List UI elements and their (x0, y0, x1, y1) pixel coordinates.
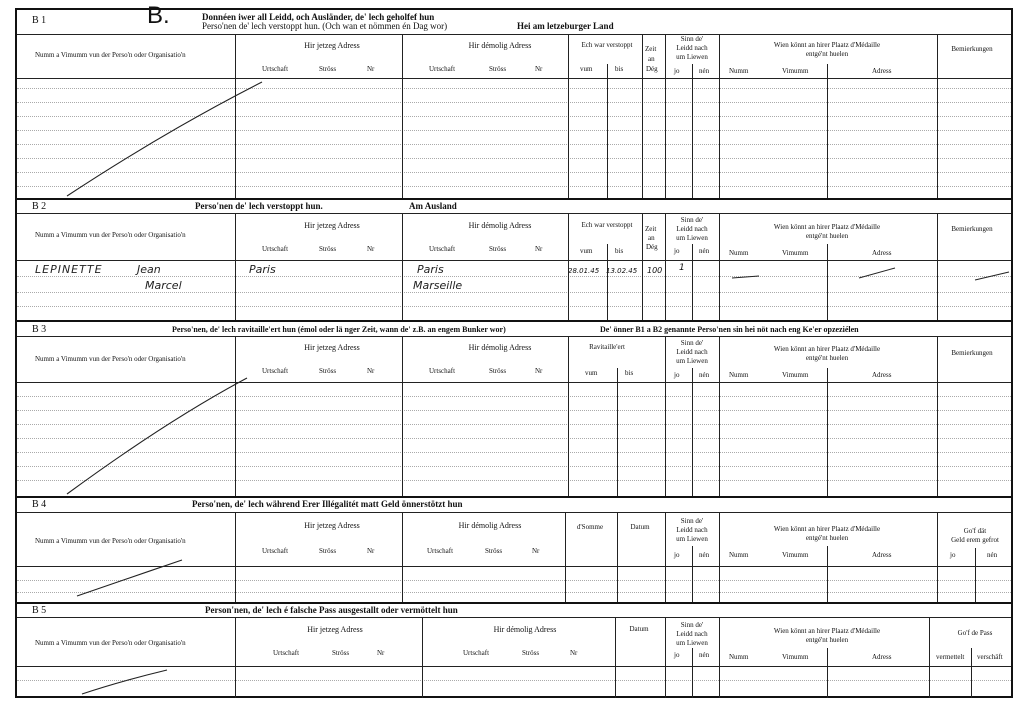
header-divider (17, 260, 1011, 261)
entry-line (17, 466, 1011, 467)
column-divider (617, 368, 618, 496)
yes-header: jo (674, 651, 680, 659)
medal-name-header: Numm (729, 249, 749, 257)
section-subtitle: Am Ausland (409, 201, 457, 211)
column-divider (235, 617, 236, 698)
date-header: Datum (630, 523, 650, 531)
medal-header-2: entgé'nt huelen (805, 354, 849, 362)
number-header: Nr (367, 367, 375, 375)
alive-header-2: Leidd nach (676, 348, 708, 356)
medal-firstname-header: Vimumm (782, 551, 809, 559)
entry-line (17, 292, 1011, 293)
medal-header: Wien könnt an hirer Plaatz d'Médaille (773, 525, 881, 533)
entry-former-town: Paris (417, 263, 444, 276)
alive-header-2: Leidd nach (676, 44, 708, 52)
former-address-header: Hir démolig Adress (468, 41, 532, 50)
alive-header: Sinn de' (680, 517, 704, 525)
divider (17, 617, 1011, 618)
entry-line (17, 480, 1011, 481)
section-divider (17, 496, 1011, 498)
money-returned-header: Go'f dät (963, 527, 987, 535)
entry-line (17, 452, 1011, 453)
column-divider (617, 512, 618, 602)
medal-address-header: Adress (872, 653, 892, 661)
street-header: Ströss (489, 245, 507, 253)
entry-line (17, 592, 1011, 593)
entry-line (17, 276, 1011, 277)
section-id: B 4 (32, 499, 47, 510)
section-title: Donnéen iwer all Leidd, och Ausländer, de' lech geholfef hun (202, 12, 435, 22)
alive-header-2: Leidd nach (676, 225, 708, 233)
medal-firstname-header: Vimumm (782, 653, 809, 661)
entry-line (17, 424, 1011, 425)
column-divider (827, 64, 828, 198)
section-divider (17, 602, 1011, 604)
column-divider (422, 617, 423, 698)
column-divider (665, 213, 666, 320)
number-header: Nr (367, 65, 375, 73)
street-header: Ströss (485, 547, 503, 555)
header-divider (17, 78, 1011, 79)
section-title: Perso'nen de' lech verstoppt hun. (195, 201, 323, 211)
to-header: bis (615, 247, 624, 255)
strike-out-b1 (67, 82, 262, 196)
no-header: nén (699, 247, 710, 255)
form-sheet (15, 2, 1013, 698)
column-divider (402, 213, 403, 320)
current-address-header: Hir jetzeg Adress (304, 521, 360, 530)
medal-name-header: Numm (729, 551, 749, 559)
name-column-header: Numm a Vimumm vun der Perso'n oder Organisatio'n (35, 231, 186, 239)
hidden-header: Ech war verstoppt (581, 41, 633, 49)
number-header: Nr (377, 649, 385, 657)
provided-header: verschäft (977, 653, 1003, 661)
street-header: Ströss (319, 547, 337, 555)
former-address-header: Hir démolig Adress (458, 521, 522, 530)
column-divider (937, 512, 938, 602)
supplied-header: Ravitaille'ert (589, 343, 625, 351)
town-header: Urtschaft (262, 547, 289, 555)
medal-name-header: Numm (729, 653, 749, 661)
entry-line (17, 306, 1011, 307)
hidden-header: Ech war verstoppt (581, 221, 633, 229)
town-header: Urtschaft (463, 649, 490, 657)
current-address-header: Hir jetzeg Adress (307, 625, 363, 634)
column-divider (235, 213, 236, 320)
days-header: Zeit (645, 45, 657, 53)
alive-header-2: Leidd nach (676, 630, 708, 638)
column-divider (402, 512, 403, 602)
section-title: Perso'nen, de' lech ravitaille'ert hun (émol oder lä nger Zeit, wann de' z.B. an engem Bunker wor) (172, 325, 506, 334)
from-header: vum (585, 369, 598, 377)
medal-name-header: Numm (729, 67, 749, 75)
days-header-2: an (648, 55, 655, 63)
entry-firstname-2: Marcel (145, 279, 182, 292)
street-header: Ströss (489, 65, 507, 73)
entry-line (17, 396, 1011, 397)
column-divider (665, 336, 666, 496)
remarks-header: Bemierkungen (951, 349, 993, 357)
divider (17, 213, 1011, 214)
column-divider (827, 546, 828, 602)
name-column-header: Numm a Vimumm vun der Perso'n oder Organisatio'n (35, 51, 186, 59)
column-divider (402, 336, 403, 496)
medal-header: Wien könnt an hirer Plaatz d'Médaille (773, 627, 881, 635)
remarks-header: Bemierkungen (951, 225, 993, 233)
from-header: vum (580, 247, 593, 255)
no-header: nén (699, 67, 710, 75)
column-divider (665, 512, 666, 602)
alive-header-3: um Liewen (676, 357, 708, 365)
column-divider (719, 512, 720, 602)
number-header: Nr (532, 547, 540, 555)
column-divider (971, 648, 972, 698)
days-header-2: an (648, 234, 655, 242)
no-header: nén (699, 651, 710, 659)
no-header: nén (699, 371, 710, 379)
column-divider (937, 213, 938, 320)
entry-line (17, 158, 1011, 159)
town-header: Urtschaft (273, 649, 300, 657)
street-header: Ströss (319, 367, 337, 375)
current-address-header: Hir jetzeg Adress (304, 221, 360, 230)
to-header: bis (625, 369, 634, 377)
entry-firstname: Jean (137, 263, 161, 276)
column-divider (692, 64, 693, 198)
alive-header-3: um Liewen (676, 639, 708, 647)
column-divider (607, 64, 608, 198)
medal-address-header: Adress (872, 67, 892, 75)
medal-firstname-header: Vimumm (782, 67, 809, 75)
entry-line (17, 172, 1011, 173)
divider (17, 512, 1011, 513)
section-divider (17, 198, 1011, 200)
alive-header-2: Leidd nach (676, 526, 708, 534)
pass-given-header: Go'f de Pass (957, 629, 993, 637)
header-divider (17, 666, 1011, 667)
former-address-header: Hir démolig Adress (468, 343, 532, 352)
entry-line (17, 438, 1011, 439)
column-divider (827, 648, 828, 698)
column-divider (568, 213, 569, 320)
medal-address-header: Adress (872, 551, 892, 559)
street-header: Ströss (319, 65, 337, 73)
medal-header-2: entgé'nt huelen (805, 534, 849, 542)
number-header: Nr (535, 367, 543, 375)
medal-header: Wien könnt an hirer Plaatz d'Médaille (773, 345, 881, 353)
street-header: Ströss (522, 649, 540, 657)
entry-line (17, 580, 1011, 581)
entry-line (17, 116, 1011, 117)
strike-out-b5 (82, 670, 167, 694)
medal-header-2: entgé'nt huelen (805, 636, 849, 644)
alive-header: Sinn de' (680, 339, 704, 347)
section-subtitle-2: Hei am letzeburger Land (517, 21, 614, 31)
column-divider (719, 213, 720, 320)
medal-header-2: entgé'nt huelen (805, 232, 849, 240)
column-divider (402, 34, 403, 198)
entry-line (17, 680, 1011, 681)
entry-current-town: Paris (249, 263, 276, 276)
number-header: Nr (535, 245, 543, 253)
no-header: nén (699, 551, 710, 559)
section-subtitle: Perso'nen de' lech verstoppt hun. (Och wan et nömmen én Dag wor) (202, 21, 448, 31)
number-header: Nr (367, 547, 375, 555)
alive-header-3: um Liewen (676, 234, 708, 242)
town-header: Urtschaft (262, 367, 289, 375)
current-address-header: Hir jetzeg Adress (304, 343, 360, 352)
column-divider (642, 34, 643, 198)
current-address-header: Hir jetzeg Adress (304, 41, 360, 50)
alive-header: Sinn de' (680, 35, 704, 43)
entry-former-town-2: Marseille (413, 279, 463, 292)
entry-alive-yes: 1 (679, 263, 685, 273)
header-divider (17, 566, 1011, 567)
mediated-header: vermettelt (936, 653, 965, 661)
column-divider (235, 34, 236, 198)
medal-name-header: Numm (729, 371, 749, 379)
column-divider (568, 34, 569, 198)
divider (17, 336, 1011, 337)
alive-header-3: um Liewen (676, 53, 708, 61)
entry-line (17, 186, 1011, 187)
entry-from-date: 28.01.45 (568, 267, 600, 275)
alive-header: Sinn de' (680, 621, 704, 629)
medal-header: Wien könnt an hirer Plaatz d'Médaille (773, 41, 881, 49)
town-header: Urtschaft (262, 65, 289, 73)
column-divider (719, 34, 720, 198)
no-header: nén (987, 551, 998, 559)
remarks-header: Bemierkungen (951, 45, 993, 53)
column-divider (692, 368, 693, 496)
from-header: vum (580, 65, 593, 73)
town-header: Urtschaft (429, 245, 456, 253)
name-column-header: Numm a Vimumm vun der Perso'n oder Organisatio'n (35, 537, 186, 545)
medal-firstname-header: Vimumm (782, 249, 809, 257)
section-title: Person'nen, de' lech é falsche Pass ausgestallt oder vermöttelt hun (205, 605, 458, 615)
date-header: Datum (629, 625, 649, 633)
column-divider (235, 336, 236, 496)
form-letter: B. (147, 2, 170, 29)
column-divider (719, 336, 720, 496)
town-header: Urtschaft (429, 65, 456, 73)
name-column-header: Numm a Vimumm vun der Perso'n oder Organisatio'n (35, 639, 186, 647)
medal-address-header: Adress (872, 249, 892, 257)
medal-firstname-header: Vimumm (782, 371, 809, 379)
yes-header: jo (674, 67, 680, 75)
section-id: B 2 (32, 201, 47, 212)
section-subtitle: De' önner B1 a B2 genannte Perso'nen sin hei nöt nach eng Ke'er opzeziélen (600, 325, 859, 334)
entry-line (17, 88, 1011, 89)
column-divider (665, 617, 666, 698)
section-id: B 1 (32, 15, 47, 26)
entry-to-date: 13.02.45 (606, 267, 638, 275)
former-address-header: Hir démolig Adress (468, 221, 532, 230)
yes-header: jo (674, 247, 680, 255)
entry-surname: LEPINETTE (35, 263, 103, 276)
column-divider (937, 34, 938, 198)
name-column-header: Numm a Vimumm vun der Perso'n oder Organisatio'n (35, 355, 186, 363)
number-header: Nr (367, 245, 375, 253)
column-divider (827, 368, 828, 496)
to-header: bis (615, 65, 624, 73)
column-divider (642, 213, 643, 320)
section-id: B 5 (32, 605, 47, 616)
entry-line (17, 144, 1011, 145)
number-header: Nr (570, 649, 578, 657)
column-divider (615, 617, 616, 698)
medal-header-2: entgé'nt huelen (805, 50, 849, 58)
column-divider (565, 512, 566, 602)
column-divider (235, 512, 236, 602)
column-divider (719, 617, 720, 698)
column-divider (607, 244, 608, 320)
yes-header: jo (950, 551, 956, 559)
column-divider (692, 244, 693, 320)
medal-header: Wien könnt an hirer Plaatz d'Médaille (773, 223, 881, 231)
town-header: Urtschaft (429, 367, 456, 375)
entry-days: 100 (647, 266, 663, 275)
days-header-3: Dég (646, 65, 658, 73)
days-header-3: Dég (646, 243, 658, 251)
entry-line (17, 130, 1011, 131)
column-divider (665, 34, 666, 198)
column-divider (929, 617, 930, 698)
former-address-header: Hir démolig Adress (493, 625, 557, 634)
column-divider (692, 546, 693, 602)
medal-address-header: Adress (872, 371, 892, 379)
entry-line (17, 410, 1011, 411)
column-divider (975, 548, 976, 602)
street-header: Ströss (319, 245, 337, 253)
column-divider (937, 336, 938, 496)
street-header: Ströss (489, 367, 507, 375)
section-divider (17, 320, 1011, 322)
column-divider (692, 648, 693, 698)
yes-header: jo (674, 371, 680, 379)
column-divider (568, 336, 569, 496)
town-header: Urtschaft (262, 245, 289, 253)
column-divider (827, 244, 828, 320)
divider (17, 34, 1011, 35)
header-divider (17, 382, 1011, 383)
alive-header-3: um Liewen (676, 535, 708, 543)
amount-header: d'Somme (576, 523, 604, 531)
money-returned-header-2: Geld erem gefrot (951, 536, 999, 544)
days-header: Zeit (645, 225, 657, 233)
town-header: Urtschaft (427, 547, 454, 555)
number-header: Nr (535, 65, 543, 73)
yes-header: jo (674, 551, 680, 559)
section-title: Perso'nen, de' lech während Erer Illégalitét matt Geld önnerstötzt hun (192, 499, 463, 509)
section-id: B 3 (32, 324, 47, 335)
alive-header: Sinn de' (680, 216, 704, 224)
street-header: Ströss (332, 649, 350, 657)
entry-line (17, 102, 1011, 103)
